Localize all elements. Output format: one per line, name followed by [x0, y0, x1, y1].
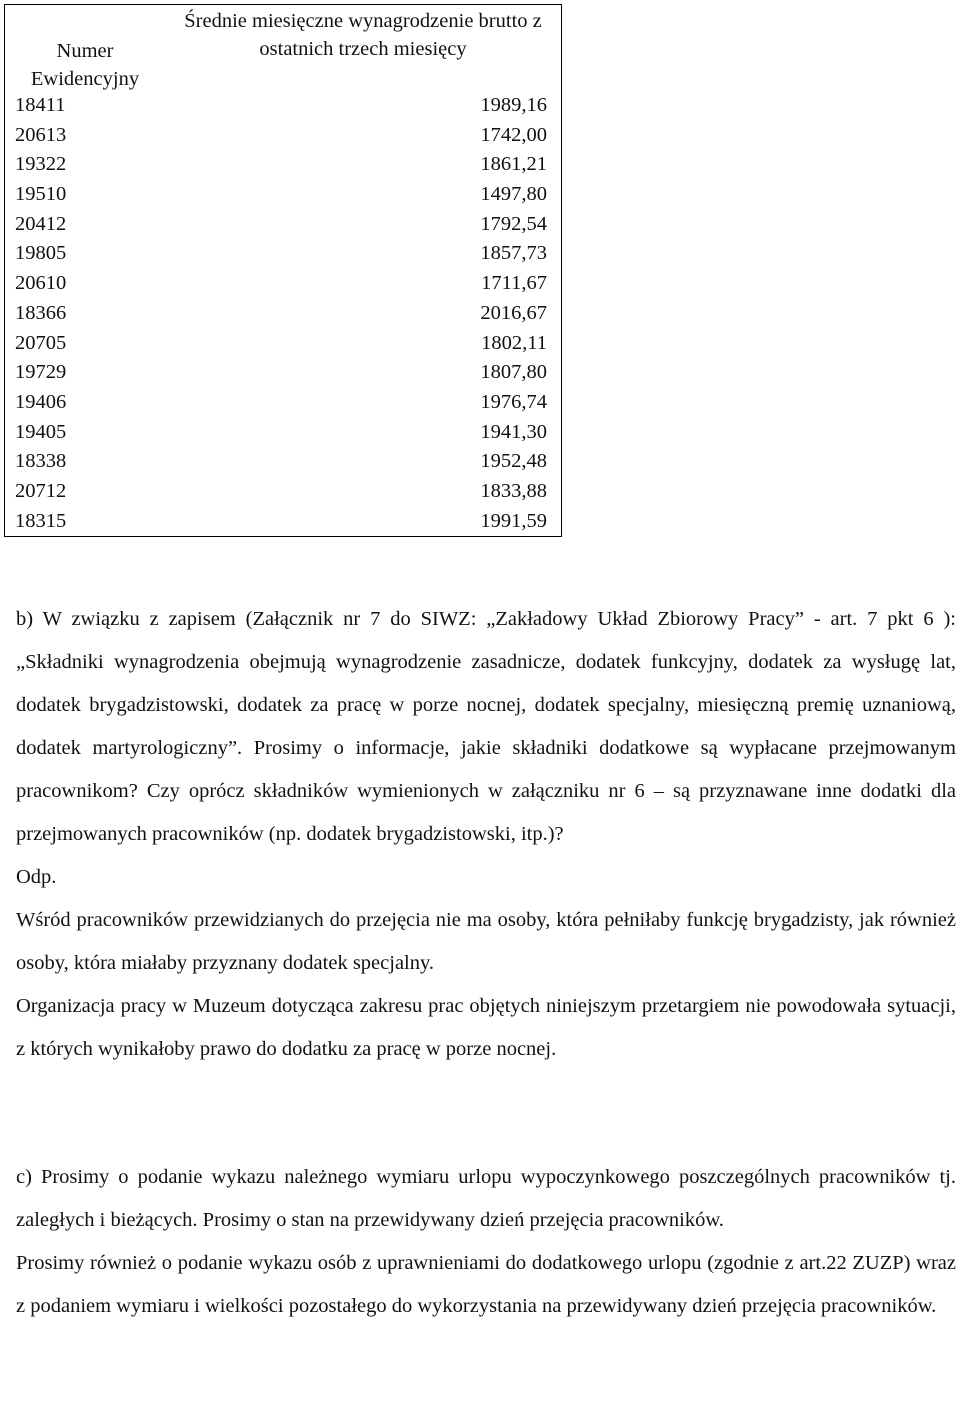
answer-label: Odp. [16, 866, 57, 888]
cell-number: 20712 [15, 479, 67, 502]
cell-number: 19510 [15, 183, 67, 206]
table-row [5, 210, 561, 240]
cell-salary: 1833,88 [480, 479, 547, 502]
cell-salary: 1802,11 [481, 331, 547, 354]
cell-number: 18366 [15, 301, 67, 324]
question-b: b) W związku z zapisem (Załącznik nr 7 do SIWZ: „Zakładowy Układ Zbiorowy Pracy” - art. 7 pkt 6 ): „Składniki wynagrodzenia obejmują wynagrodzenie zasadnicze, dodatek funkcyjny, dodatek za wysługę lat, dodatek brygadzistowski, dodatek za pracę w porze nocnej, dodatek specjalny, miesięczną premię uznaniową, dodatek martyrologiczny”. Prosimy o informacje, jakie składniki dodatkowe są wypłacane przejmowanym pracownikom? Czy oprócz składników wymienionych w załączniku nr 6 – są przyznawane inne dodatki dla przejmowanych pracowników (np. dodatek brygadzistowski, itp.)? [16, 608, 956, 845]
table-row [5, 180, 561, 210]
table-row [5, 388, 561, 418]
cell-salary: 1991,59 [480, 509, 547, 532]
cell-number: 19729 [15, 361, 67, 384]
cell-salary: 1952,48 [480, 450, 547, 473]
table-row [5, 477, 561, 507]
table-row [5, 299, 561, 329]
cell-number: 18338 [15, 450, 67, 473]
cell-salary: 1742,00 [480, 123, 547, 146]
table-row [5, 91, 561, 121]
question-c-paragraph-2: Prosimy również o podanie wykazu osób z uprawnieniami do dodatkowego urlopu (zgodnie z art.22 ZUZP) wraz z podaniem wymiaru i wielkości pozostałego do wykorzystania na przewidywany dzień przejęcia pracowników. [16, 1252, 956, 1317]
table-row [5, 418, 561, 448]
cell-number: 19406 [15, 390, 67, 413]
column-header-number: Numer Ewidencyjny [30, 40, 140, 90]
answer-paragraph-1: Wśród pracowników przewidzianych do przejęcia nie ma osoby, która pełniłaby funkcję brygadzisty, jak również osoby, która miałaby przyznany dodatek specjalny. [16, 909, 956, 974]
cell-number: 19805 [15, 242, 67, 265]
cell-salary: 1941,30 [480, 420, 547, 443]
question-c-paragraph-1: c) Prosimy o podanie wykazu należnego wymiaru urlopu wypoczynkowego poszczególnych pracowników tj. zaległych i bieżących. Prosimy o stan na przewidywany dzień przejęcia pracowników. [16, 1166, 956, 1231]
cell-number: 18315 [15, 509, 67, 532]
cell-number: 20613 [15, 123, 67, 146]
cell-number: 19322 [15, 153, 67, 176]
cell-number: 20610 [15, 272, 67, 295]
cell-salary: 1792,54 [480, 212, 547, 235]
cell-salary: 1497,80 [480, 183, 547, 206]
table-row [5, 358, 561, 388]
cell-salary: 1711,67 [481, 272, 547, 295]
answer-paragraph-2: Organizacja pracy w Muzeum dotycząca zakresu prac objętych niniejszym przetargiem nie powodowała sytuacji, z których wynikałoby prawo do dodatku za pracę w porze nocnej. [16, 995, 956, 1060]
table-row [5, 447, 561, 477]
cell-salary: 2016,67 [480, 301, 547, 324]
table-row [5, 150, 561, 180]
cell-salary: 1807,80 [480, 361, 547, 384]
column-header-salary: Średnie miesięczne wynagrodzenie brutto z ostatnich trzech miesięcy [184, 10, 542, 60]
salary-table [4, 4, 562, 537]
table-row [5, 329, 561, 359]
cell-salary: 1976,74 [480, 390, 547, 413]
table-row [5, 121, 561, 151]
table-header [5, 5, 561, 91]
table-row [5, 239, 561, 269]
section-b [16, 598, 956, 1071]
cell-number: 18411 [15, 94, 66, 116]
table-row [5, 507, 561, 537]
cell-number: 20412 [15, 212, 67, 235]
table-row [5, 269, 561, 299]
cell-number: 20705 [15, 331, 67, 354]
table-body [5, 91, 561, 536]
cell-salary: 1989,16 [480, 94, 547, 116]
cell-salary: 1857,73 [480, 242, 547, 265]
cell-number: 19405 [15, 420, 67, 443]
section-c [16, 1156, 956, 1328]
cell-salary: 1861,21 [480, 153, 547, 176]
